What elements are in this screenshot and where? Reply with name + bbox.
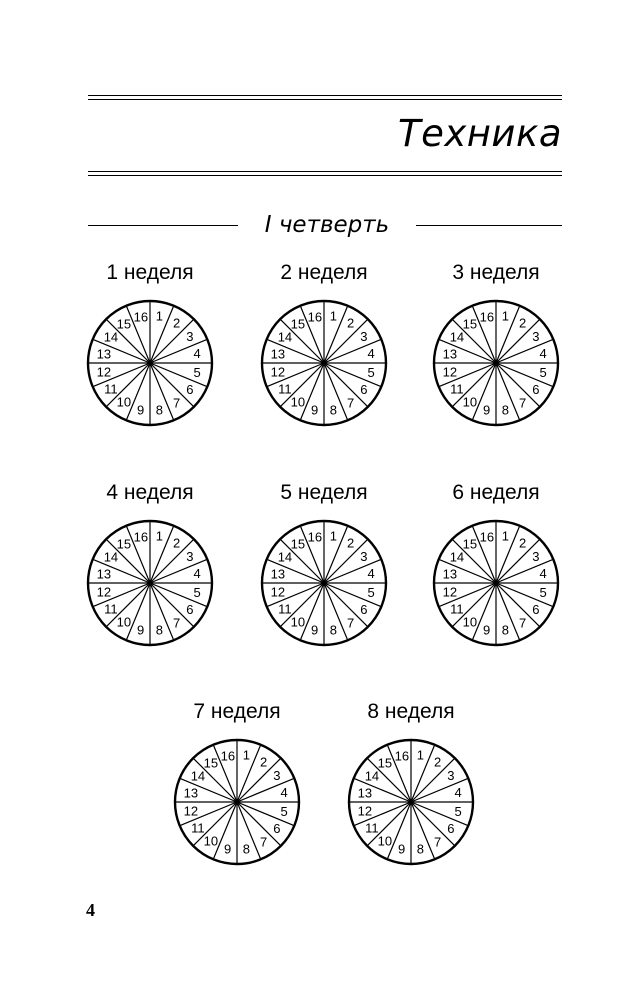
- segment-number: 6: [186, 602, 194, 618]
- segment-number: 10: [462, 614, 478, 630]
- segment-number: 12: [442, 584, 458, 600]
- week-label: 3 неделя: [452, 261, 540, 284]
- segment-number: 3: [186, 548, 194, 564]
- segment-number: 3: [360, 328, 368, 344]
- segment-number: 9: [224, 841, 232, 857]
- segment-number: 8: [155, 402, 163, 418]
- segment-number: 16: [394, 748, 410, 764]
- segment-number: 12: [270, 584, 286, 600]
- segment-number: 14: [190, 768, 206, 784]
- segment-number: 7: [260, 834, 268, 850]
- segment-number: 13: [96, 346, 112, 362]
- wheel-hub: [322, 361, 326, 365]
- segment-number: 3: [532, 328, 540, 344]
- segment-number: 5: [539, 364, 547, 380]
- section-header: [88, 208, 562, 242]
- segment-number: 8: [242, 841, 250, 857]
- segment-number: 4: [367, 346, 375, 362]
- segment-number: 1: [329, 308, 337, 324]
- segment-number: 5: [539, 584, 547, 600]
- segment-number: 5: [454, 803, 462, 819]
- segment-number: 9: [483, 622, 491, 638]
- segment-number: 16: [479, 529, 495, 545]
- segment-number: 11: [450, 601, 464, 617]
- segment-number: 5: [193, 364, 201, 380]
- segment-number: 11: [365, 820, 379, 836]
- segment-number: 15: [290, 536, 306, 552]
- segment-number: 14: [103, 329, 119, 345]
- segment-number: 1: [501, 308, 509, 324]
- segment-number: 14: [277, 549, 293, 565]
- segment-number: 2: [260, 754, 268, 770]
- segment-number: 5: [280, 803, 288, 819]
- segment-number: 8: [155, 622, 163, 638]
- segment-number: 1: [155, 528, 163, 544]
- segment-number: 9: [398, 841, 406, 857]
- segment-number: 12: [270, 364, 286, 380]
- segment-number: 1: [416, 747, 424, 763]
- segment-number: 7: [347, 395, 355, 411]
- week-label: 8 неделя: [367, 700, 455, 723]
- segment-number: 15: [290, 316, 306, 332]
- segment-number: 15: [462, 316, 478, 332]
- segment-number: 6: [360, 382, 368, 398]
- segment-number: 5: [367, 364, 375, 380]
- segment-number: 2: [173, 315, 181, 331]
- week-label: 2 неделя: [280, 261, 368, 284]
- wheel-hub: [148, 581, 152, 585]
- segment-number: 8: [329, 402, 337, 418]
- week-label: 5 неделя: [280, 481, 368, 504]
- segment-number: 13: [96, 566, 112, 582]
- segment-number: 10: [116, 394, 132, 410]
- technique-wheel: [85, 518, 215, 648]
- segment-number: 9: [483, 402, 491, 418]
- segment-number: 2: [347, 535, 355, 551]
- wheel-hub: [235, 800, 239, 804]
- segment-number: 1: [155, 308, 163, 324]
- technique-wheel: [346, 737, 476, 867]
- segment-number: 10: [290, 394, 306, 410]
- segment-number: 9: [311, 402, 319, 418]
- section-rule-right: [416, 225, 562, 226]
- technique-wheel: [85, 298, 215, 428]
- segment-number: 9: [311, 622, 319, 638]
- segment-number: 10: [116, 614, 132, 630]
- segment-number: 8: [329, 622, 337, 638]
- top-double-rule: [88, 95, 562, 102]
- segment-number: 4: [539, 346, 547, 362]
- technique-wheel: [431, 518, 561, 648]
- segment-number: 11: [278, 381, 292, 397]
- segment-number: 15: [377, 755, 393, 771]
- segment-number: 3: [273, 767, 281, 783]
- segment-number: 16: [133, 309, 149, 325]
- segment-number: 1: [501, 528, 509, 544]
- segment-number: 7: [519, 395, 527, 411]
- segment-number: 3: [186, 328, 194, 344]
- segment-number: 6: [532, 382, 540, 398]
- segment-number: 2: [173, 535, 181, 551]
- segment-number: 6: [532, 602, 540, 618]
- segment-number: 2: [519, 535, 527, 551]
- page-number: 4: [86, 900, 95, 920]
- segment-number: 14: [364, 768, 380, 784]
- segment-number: 8: [416, 841, 424, 857]
- segment-number: 14: [277, 329, 293, 345]
- week-label: 6 неделя: [452, 481, 540, 504]
- bottom-double-rule: [88, 171, 562, 178]
- segment-number: 14: [449, 549, 465, 565]
- segment-number: 2: [434, 754, 442, 770]
- segment-number: 9: [137, 402, 145, 418]
- segment-number: 9: [137, 622, 145, 638]
- segment-number: 13: [270, 566, 286, 582]
- segment-number: 2: [347, 315, 355, 331]
- wheel-hub: [322, 581, 326, 585]
- segment-number: 11: [104, 601, 118, 617]
- segment-number: 7: [347, 615, 355, 631]
- segment-number: 12: [96, 584, 112, 600]
- wheel-hub: [494, 581, 498, 585]
- page-title: Техника: [397, 112, 562, 155]
- segment-number: 7: [173, 395, 181, 411]
- segment-number: 15: [116, 316, 132, 332]
- segment-number: 6: [273, 821, 281, 837]
- week-label: 4 неделя: [106, 481, 194, 504]
- segment-number: 3: [532, 548, 540, 564]
- segment-number: 11: [191, 820, 205, 836]
- segment-number: 4: [539, 566, 547, 582]
- segment-number: 13: [442, 346, 458, 362]
- segment-number: 11: [104, 381, 118, 397]
- segment-number: 1: [329, 528, 337, 544]
- segment-number: 10: [462, 394, 478, 410]
- segment-number: 12: [442, 364, 458, 380]
- segment-number: 12: [183, 803, 199, 819]
- segment-number: 6: [186, 382, 194, 398]
- segment-number: 13: [183, 785, 199, 801]
- segment-number: 3: [360, 548, 368, 564]
- segment-number: 16: [220, 748, 236, 764]
- segment-number: 16: [307, 309, 323, 325]
- technique-wheel: [172, 737, 302, 867]
- segment-number: 14: [103, 549, 119, 565]
- segment-number: 5: [367, 584, 375, 600]
- segment-number: 4: [454, 785, 462, 801]
- section-rule-left: [88, 225, 238, 226]
- technique-wheel: [431, 298, 561, 428]
- segment-number: 15: [116, 536, 132, 552]
- segment-number: 10: [290, 614, 306, 630]
- segment-number: 8: [501, 402, 509, 418]
- segment-number: 10: [203, 833, 219, 849]
- segment-number: 11: [450, 381, 464, 397]
- technique-wheel: [259, 518, 389, 648]
- segment-number: 3: [447, 767, 455, 783]
- segment-number: 5: [193, 584, 201, 600]
- segment-number: 7: [173, 615, 181, 631]
- segment-number: 4: [193, 346, 201, 362]
- segment-number: 13: [270, 346, 286, 362]
- segment-number: 8: [501, 622, 509, 638]
- segment-number: 10: [377, 833, 393, 849]
- segment-number: 13: [442, 566, 458, 582]
- segment-number: 13: [357, 785, 373, 801]
- week-label: 1 неделя: [106, 261, 194, 284]
- segment-number: 15: [462, 536, 478, 552]
- segment-number: 4: [367, 566, 375, 582]
- wheel-hub: [148, 361, 152, 365]
- segment-number: 2: [519, 315, 527, 331]
- segment-number: 4: [280, 785, 288, 801]
- segment-number: 16: [307, 529, 323, 545]
- segment-number: 4: [193, 566, 201, 582]
- segment-number: 14: [449, 329, 465, 345]
- technique-wheel: [259, 298, 389, 428]
- segment-number: 15: [203, 755, 219, 771]
- wheel-hub: [494, 361, 498, 365]
- segment-number: 7: [434, 834, 442, 850]
- segment-number: 6: [447, 821, 455, 837]
- segment-number: 16: [479, 309, 495, 325]
- segment-number: 7: [519, 615, 527, 631]
- wheel-hub: [409, 800, 413, 804]
- section-title: I четверть: [264, 212, 390, 238]
- segment-number: 16: [133, 529, 149, 545]
- week-label: 7 неделя: [193, 700, 281, 723]
- segment-number: 6: [360, 602, 368, 618]
- segment-number: 1: [242, 747, 250, 763]
- segment-number: 11: [278, 601, 292, 617]
- segment-number: 12: [357, 803, 373, 819]
- segment-number: 12: [96, 364, 112, 380]
